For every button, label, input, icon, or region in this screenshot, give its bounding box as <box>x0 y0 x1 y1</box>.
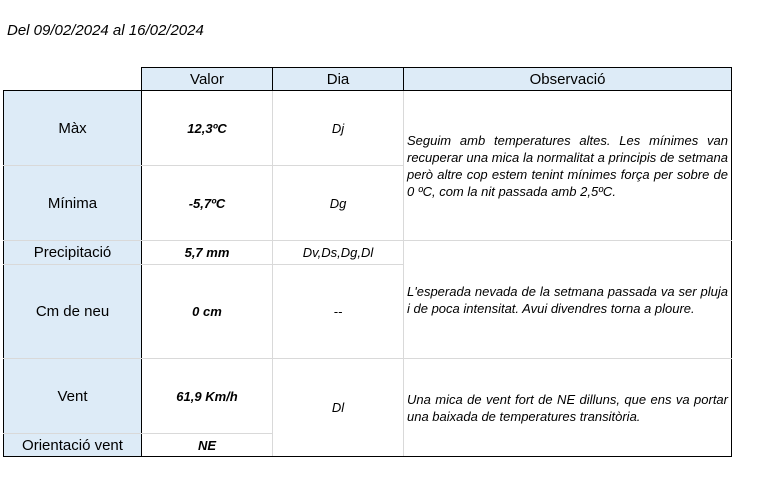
observation-precipitation: L'esperada nevada de la setmana passada va ser pluja i de poca intensitat. Avui divendres torna a ploure. <box>404 241 732 359</box>
observation-temperatures: Seguim amb temperatures altes. Les mínimes van recuperar una mica la normalitat a principis de setmana però altre cop estem tenint mínimes força per sobre de 0 ºC, com la nit passada amb 2,5ºC. <box>404 91 732 241</box>
value-max: 12,3ºC <box>142 91 273 166</box>
day-max: Dj <box>273 91 404 166</box>
day-minima: Dg <box>273 166 404 241</box>
value-vent: 61,9 Km/h <box>142 359 273 434</box>
value-precipitacio: 5,7 mm <box>142 241 273 265</box>
day-vent: Dl <box>273 359 404 457</box>
label-max: Màx <box>4 91 142 166</box>
row-precipitacio <box>4 241 732 265</box>
value-orientacio: NE <box>142 434 273 457</box>
value-minima: -5,7ºC <box>142 166 273 241</box>
observation-wind: Una mica de vent fort de NE dilluns, que ens va portar una baixada de temperatures transitòria. <box>404 359 732 457</box>
label-neu: Cm de neu <box>4 265 142 359</box>
row-max <box>4 91 732 166</box>
weekly-weather-table <box>3 67 732 457</box>
row-vent <box>4 359 732 434</box>
day-precipitacio: Dv,Ds,Dg,Dl <box>273 241 404 265</box>
label-minima: Mínima <box>4 166 142 241</box>
header-row <box>4 68 732 91</box>
label-precipitacio: Precipitació <box>4 241 142 265</box>
day-neu: -- <box>273 265 404 359</box>
header-observacio: Observació <box>404 68 732 91</box>
label-vent: Vent <box>4 359 142 434</box>
header-blank <box>4 68 142 91</box>
label-orientacio: Orientació vent <box>4 434 142 457</box>
header-valor: Valor <box>142 68 273 91</box>
header-dia: Dia <box>273 68 404 91</box>
value-neu: 0 cm <box>142 265 273 359</box>
date-range-title: Del 09/02/2024 al 16/02/2024 <box>7 22 204 39</box>
